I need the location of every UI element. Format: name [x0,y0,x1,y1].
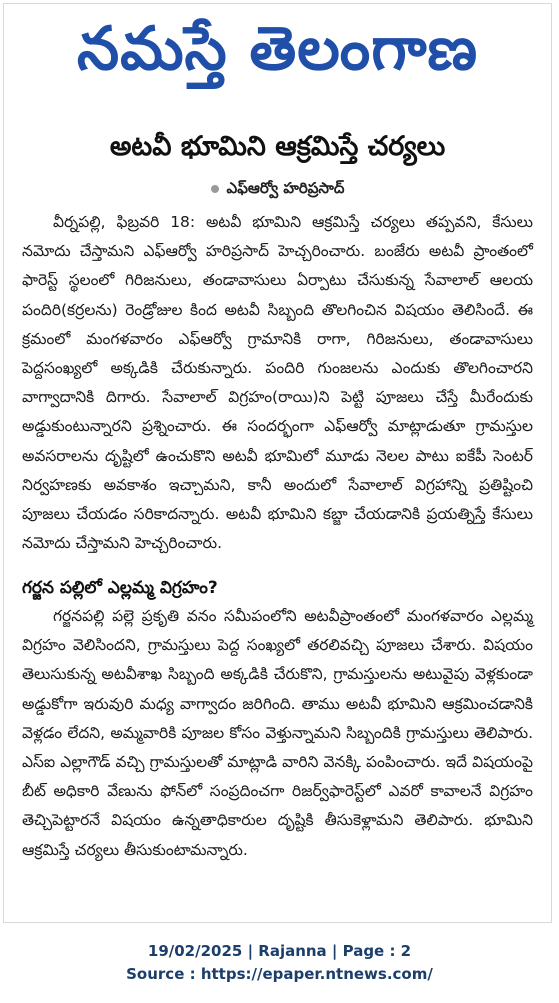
newspaper-masthead: నమస్తే తెలంగాణ [76,14,479,84]
footer-date-edition: 19/02/2025 | Rajanna | Page : 2 [147,942,412,960]
article-headline: అటవీ భూమిని ఆక్రమిస్తే చర్యలు [109,131,446,162]
article-paragraph-1: వీర్నపల్లి, ఫిబ్రవరి 18: అటవీ భూమిని ఆక్రమిస్తే చర్యలు తప్పవని, కేసులు నమోదు చేస్తామని ఎఫ్‌ఆర్వో హరిప్రసాద్ హెచ్చరించారు. బంజేరు అటవీ ప్రాంతంలో ఫారెస్ట్ స్థలంలో గిరిజనులు, తండావాసులు ఏర్పాటు చేసుకున్న సేవాలాల్ ఆలయ పందిరి(కర్రలను) రెండ్రోజుల కింద అటవీ సిబ్బంది తొలగించిన విషయం తెలిసిందే. ఈ క్రమంలో మంగళవారం ఎఫ్‌ఆర్వో గ్రామానికి రాగా, గిరిజనులు, తండావాసులు పెద్దసంఖ్యలో అక్కడికి చేరుకున్నారు. పందిరి గుంజలను ఎందుకు తొలగించారని వాగ్వాదానికి దిగారు. సేవాలాల్ విగ్రహం(రాయి)ని పెట్టి పూజలు చేస్తే మీరేందుకు అడ్డుకుంటున్నారని ప్రశ్నించారు. ఈ సందర్భంగా ఎఫ్‌ఆర్వో మాట్లాడుతూ గ్రామస్తుల అవసరాలను దృష్టిలో ఉంచుకొని అటవీ భూమిలో మూడు నెలల పాటు ఐకేపీ సెంటర్ నిర్వహణకు అవకాశం ఇచ్చామని, కానీ అందులో సేవాలాల్ విగ్రహాన్ని ప్రతిష్టించి పూజలు చేయడం సరికాదన్నారు. అటవీ భూమిని కబ్జా చేయడానికి ప్రయత్నిస్తే కేసులు నమోదు చేస్తామని హెచ్చరించారు. [22,213,534,553]
article-paragraph-2: గర్జనపల్లి పల్లె ప్రకృతి వనం సమీపంలోని అటవీప్రాంతంలో మంగళవారం ఎల్లమ్మ విగ్రహం వెలిసిందని, గ్రామస్తులు పెద్ద సంఖ్యలో తరలివచ్చి పూజలు చేశారు. విషయం తెలుసుకున్న అటవీశాఖ సిబ్బంది అక్కడికి చేరుకొని, గ్రామస్తులను అటువైపు వెళ్లకుండా అడ్డుకోగా ఇరువురి మధ్య వాగ్వాదం జరిగింది. తాము అటవీ భూమిని ఆక్రమించడానికి వెళ్లడం లేదని, అమ్మవారికి పూజల కోసం వెళ్తున్నామని సిబ్బందికి గ్రామస్తులు తెలిపారు. ఎస్ఐ ఎల్లాగౌడ్ వచ్చి గ్రామస్తులతో మాట్లాడి వారిని వెనక్కి పంపించారు. ఇదే విషయంపై బీట్ అధికారి వేణును ఫోన్‌లో సంప్రదించగా రిజర్వ్‌ఫారెస్ట్‌లో ఎవరో కావాలనే విగ్రహం తెచ్చిపెట్టారనే విషయం ఉన్నతాధికారుల దృష్టికి తీసుకెళ్లామని తెలిపారు. భూమిని ఆక్రమిస్తే చర్యలు తీసుకుంటామన్నారు. [22,606,533,859]
news-clipping [3,3,552,923]
footer-source: Source : https://epaper.ntnews.com/ [126,965,433,983]
article-byline [22,178,533,198]
byline-text: ఎఫ్‌ఆర్వో హరిప్రసాద్ [226,179,345,197]
article-subheading: గర్జన పల్లిలో ఎల్లమ్మ విగ్రహం? [22,577,218,598]
bullet-icon [211,185,219,193]
